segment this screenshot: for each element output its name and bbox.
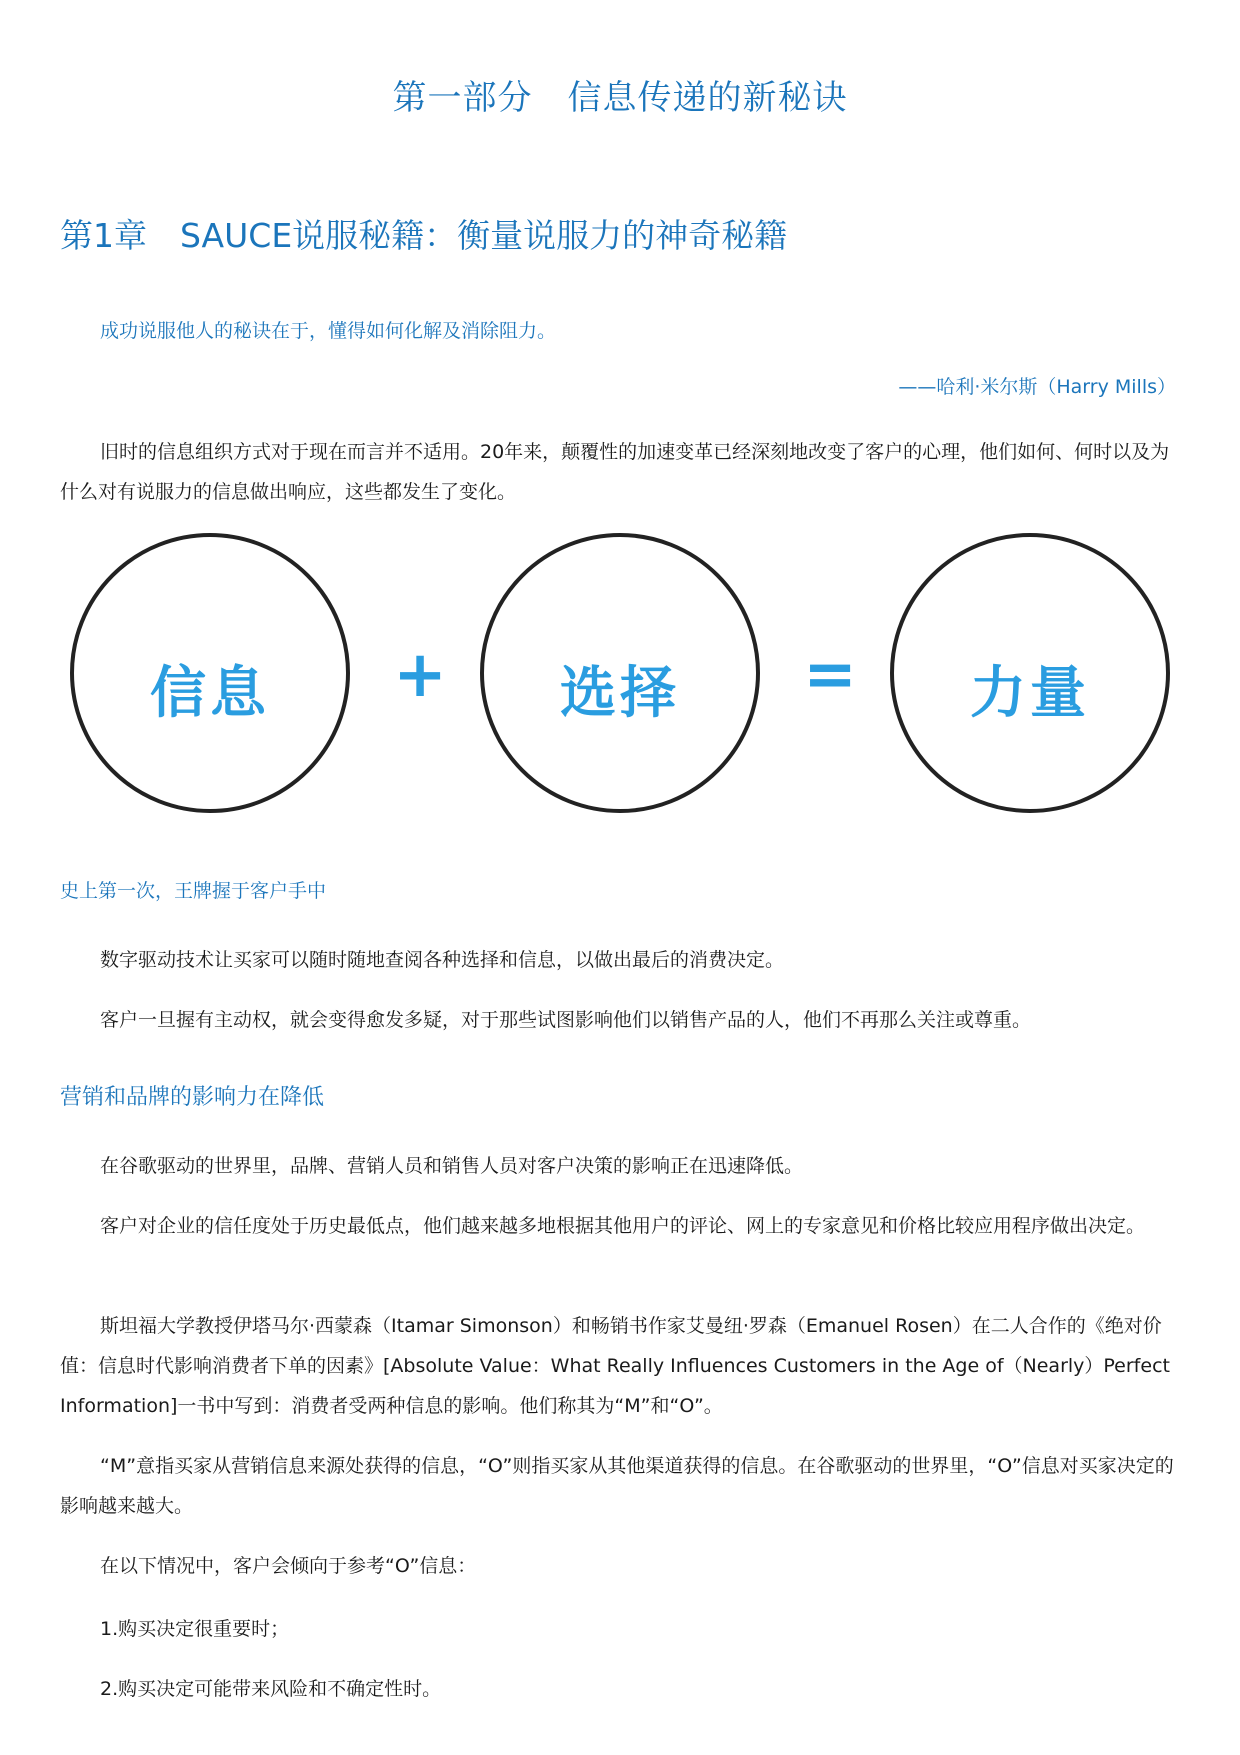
epigraph-quote: 成功说服他人的秘诀在于，懂得如何化解及消除阻力。 [100, 320, 557, 342]
equation-diagram [60, 525, 1180, 825]
term-power: 力量 [970, 661, 1090, 726]
intro-paragraph: 旧时的信息组织方式对于现在而言并不适用。20年来，颠覆性的加速变革已经深刻地改变了客户的心理，他们如何、何时以及为什么对有说服力的信息做出响应，这些都发生了变化。 [60, 441, 1170, 503]
section-heading-marketing: 营销和品牌的影响力在降低 [60, 1085, 325, 1110]
term-information: 信息 [150, 661, 270, 726]
paragraph: 斯坦福大学教授伊塔马尔·西蒙森（Itamar Simonson）和畅销书作家艾曼纽·罗森（Emanuel Rosen）在二人合作的《绝对价值：信息时代影响消费者下单的因素》[Absolute Value：What Really Influences Customers in the Age of（Nearly）Perfect Information]一书中写到：消费者受两种信息的影响。他们称其为“M”和“O”。 [60, 1315, 1170, 1417]
paragraph: 客户一旦握有主动权，就会变得愈发多疑，对于那些试图影响他们以销售产品的人，他们不再那么关注或尊重。 [100, 1009, 1032, 1031]
part-title: 第一部分 信息传递的新秘诀 [392, 78, 848, 118]
chapter-title: 第1章 SAUCE说服秘籍：衡量说服力的神奇秘籍 [60, 216, 788, 255]
paragraph: 客户对企业的信任度处于历史最低点，他们越来越多地根据其他用户的评论、网上的专家意见和价格比较应用程序做出决定。 [100, 1215, 1146, 1237]
paragraph: 数字驱动技术让买家可以随时随地查阅各种选择和信息，以做出最后的消费决定。 [100, 949, 785, 971]
plus-sign: + [393, 638, 447, 712]
paragraph: 在以下情况中，客户会倾向于参考“O”信息： [100, 1555, 477, 1577]
circle-choice [480, 533, 760, 813]
equals-sign: = [803, 638, 857, 712]
circle-power [890, 533, 1170, 813]
paragraph: 在谷歌驱动的世界里，品牌、营销人员和销售人员对客户决策的影响正在迅速降低。 [100, 1155, 804, 1177]
list-item: 2.购买决定可能带来风险和不确定性时。 [100, 1678, 442, 1700]
epigraph-attribution: ——哈利·米尔斯（Harry Mills） [898, 376, 1176, 398]
term-choice: 选择 [560, 661, 680, 726]
section-heading-customers: 史上第一次，王牌握于客户手中 [60, 880, 327, 902]
list-item: 1.购买决定很重要时； [100, 1618, 290, 1640]
paragraph: “M”意指买家从营销信息来源处获得的信息，“O”则指买家从其他渠道获得的信息。在谷歌驱动的世界里，“O”信息对买家决定的影响越来越大。 [60, 1455, 1174, 1517]
circle-information [70, 533, 350, 813]
